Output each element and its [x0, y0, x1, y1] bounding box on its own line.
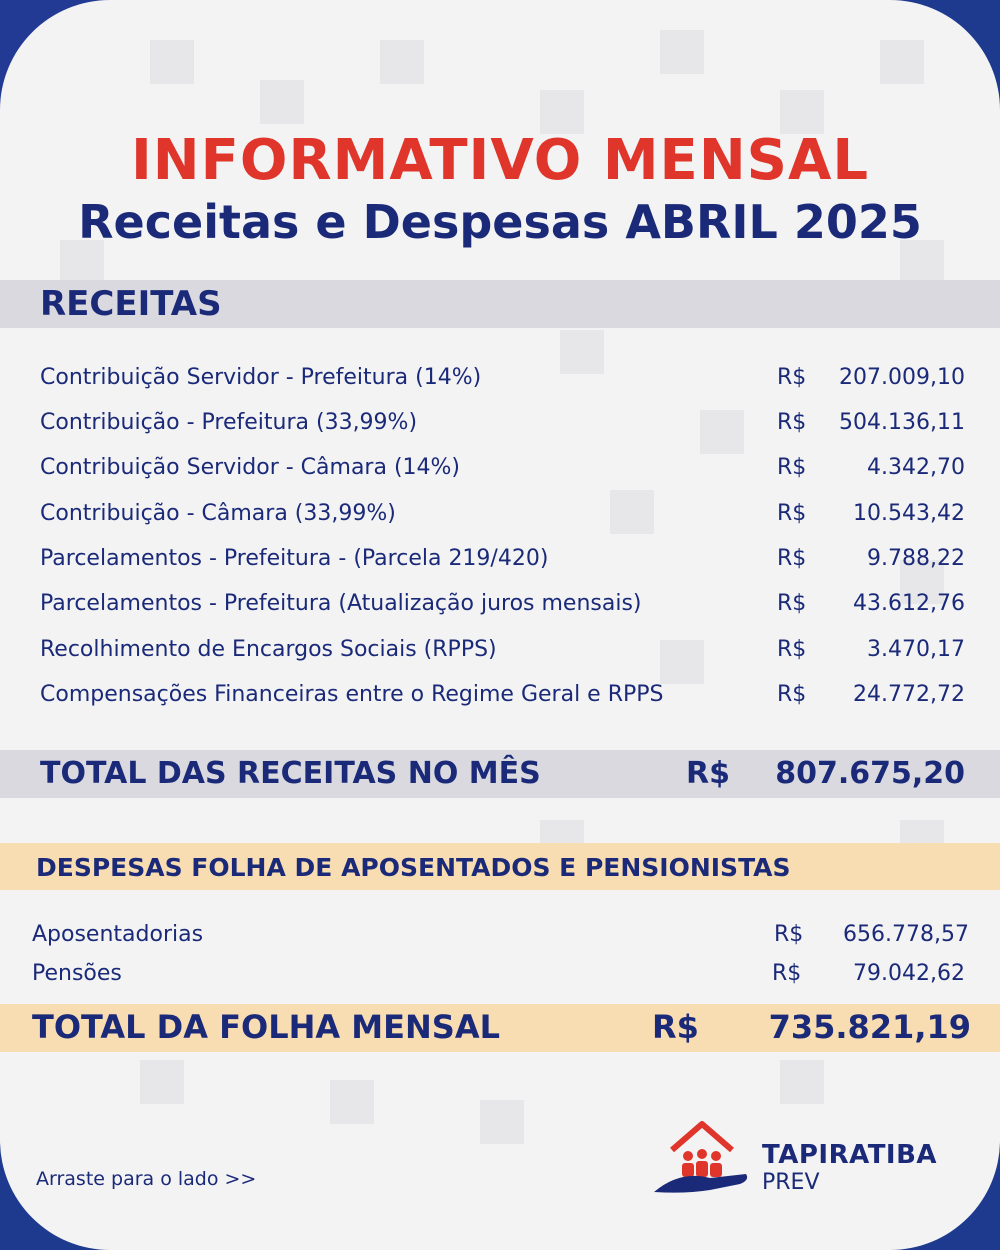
item-label: Contribuição Servidor - Câmara (14%) — [40, 455, 461, 480]
item-label: Contribuição Servidor - Prefeitura (14%) — [40, 365, 482, 390]
list-item — [40, 637, 965, 671]
page-subtitle: Receitas e Despesas ABRIL 2025 — [78, 195, 922, 249]
list-item — [40, 410, 965, 444]
currency-symbol: R$ — [772, 961, 802, 986]
item-value: 4.342,70 — [867, 455, 965, 480]
receitas-total-label: TOTAL DAS RECEITAS NO MÊS — [40, 756, 541, 791]
item-label: Contribuição - Prefeitura (33,99%) — [40, 410, 418, 435]
receitas-total-currency: R$ — [686, 756, 730, 791]
item-label: Parcelamentos - Prefeitura (Atualização juros mensais) — [40, 591, 642, 616]
despesas-title: DESPESAS FOLHA DE APOSENTADOS E PENSIONISTAS — [36, 853, 791, 882]
list-item — [40, 546, 965, 580]
currency-symbol: R$ — [777, 410, 807, 435]
currency-symbol: R$ — [777, 455, 807, 480]
item-value: 79.042,62 — [853, 961, 965, 986]
currency-symbol: R$ — [777, 682, 807, 707]
list-item — [40, 365, 965, 399]
tapiratiba-logo — [650, 1118, 950, 1198]
house-hand-icon — [650, 1118, 755, 1198]
item-value: 10.543,42 — [853, 501, 965, 526]
list-item — [40, 501, 965, 535]
list-item — [32, 922, 969, 956]
currency-symbol: R$ — [777, 637, 807, 662]
item-label: Parcelamentos - Prefeitura - (Parcela 219/420) — [40, 546, 549, 571]
receitas-total-value: 807.675,20 — [775, 756, 965, 791]
currency-symbol: R$ — [777, 365, 807, 390]
item-label: Compensações Financeiras entre o Regime Geral e RPPS — [40, 682, 664, 707]
currency-symbol: R$ — [774, 922, 804, 947]
item-value: 43.612,76 — [853, 591, 965, 616]
item-label: Aposentadorias — [32, 922, 204, 947]
currency-symbol: R$ — [777, 546, 807, 571]
item-label: Pensões — [32, 961, 122, 986]
item-value: 207.009,10 — [839, 365, 965, 390]
list-item — [40, 591, 965, 625]
list-item — [40, 682, 965, 716]
item-value: 656.778,57 — [843, 922, 969, 947]
item-label: Recolhimento de Encargos Sociais (RPPS) — [40, 637, 497, 662]
receitas-title: RECEITAS — [40, 284, 222, 324]
logo-name: TAPIRATIBA — [762, 1140, 938, 1170]
currency-symbol: R$ — [777, 501, 807, 526]
swipe-hint: Arraste para o lado >> — [36, 1168, 257, 1190]
list-item — [32, 961, 965, 995]
despesas-total-currency: R$ — [652, 1008, 699, 1046]
page-title: INFORMATIVO MENSAL — [130, 128, 870, 193]
list-item — [40, 455, 965, 489]
item-value: 504.136,11 — [839, 410, 965, 435]
item-value: 24.772,72 — [853, 682, 965, 707]
logo-sub: PREV — [762, 1170, 820, 1195]
currency-symbol: R$ — [777, 591, 807, 616]
despesas-total-label: TOTAL DA FOLHA MENSAL — [32, 1008, 500, 1046]
item-label: Contribuição - Câmara (33,99%) — [40, 501, 396, 526]
item-value: 9.788,22 — [867, 546, 965, 571]
despesas-total-value: 735.821,19 — [768, 1008, 971, 1046]
item-value: 3.470,17 — [867, 637, 965, 662]
